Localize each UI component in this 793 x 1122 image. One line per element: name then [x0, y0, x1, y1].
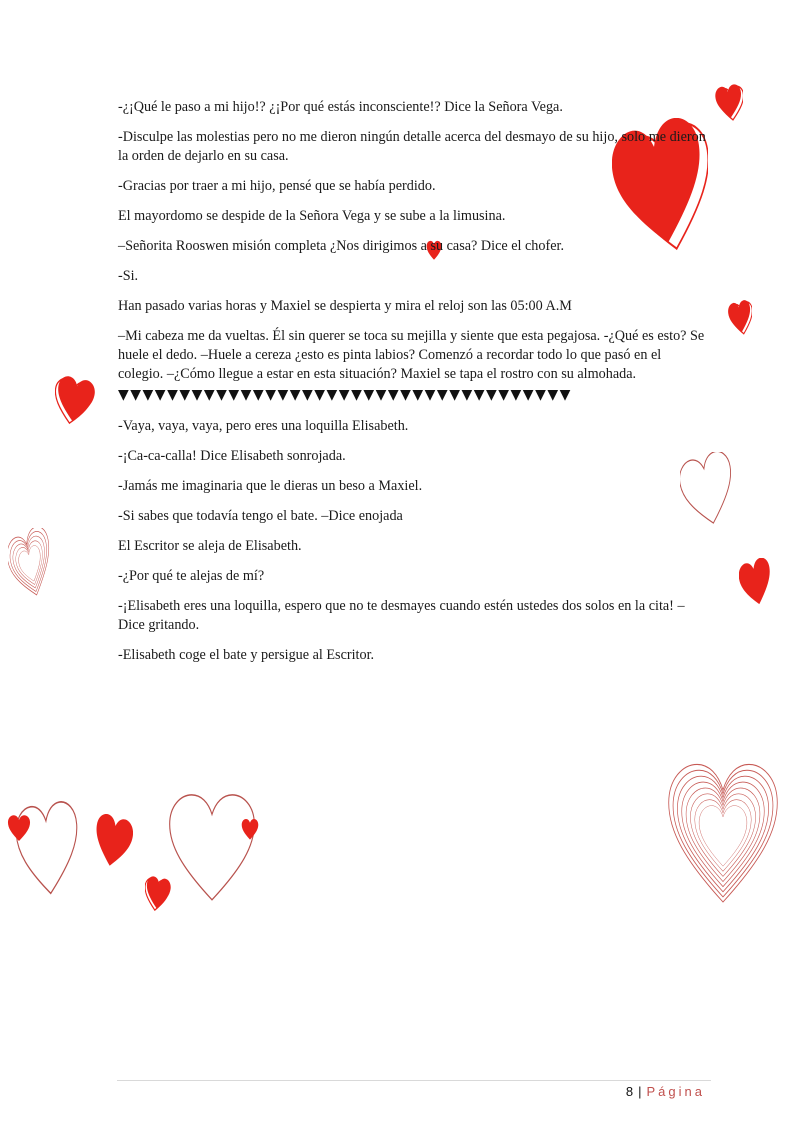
layered-heart-icon: [8, 528, 54, 604]
paragraph: -Elisabeth coge el bate y persigue al Escritor.: [118, 647, 375, 663]
paragraph: –Señorita Rooswen misión completa ¿Nos dirigimos a su casa? Dice el chofer.: [118, 238, 565, 254]
scene-separator: ▼▼▼▼▼▼▼▼▼▼▼▼▼▼▼▼▼▼▼▼▼▼▼▼▼▼▼▼▼▼▼▼▼▼▼▼▼: [118, 387, 572, 403]
red-heart-icon: [728, 300, 752, 336]
paragraph: -Si sabes que todavía tengo el bate. –Dice enojada: [118, 508, 403, 524]
footer-divider: [117, 1080, 711, 1081]
paragraph: -¡Ca-ca-calla! Dice Elisabeth sonrojada.: [118, 448, 346, 464]
page-label: Página: [646, 1084, 705, 1099]
paragraph: –Mi cabeza me da vueltas. Él sin querer se toca su mejilla y siente que esta pegajosa. -¿Qué es esto? Se huele el dedo. –Huele a cereza ¿esto es pinta labios? Comenzó a recordar todo lo que pasó en el colegio. –¿Cómo llegue a estar en esta situación? Maxiel se tapa el rostro con su almohada.: [118, 328, 705, 382]
paragraph: -Vaya, vaya, vaya, pero eres una loquilla Elisabeth.: [118, 418, 409, 434]
red-heart-icon: [145, 876, 171, 912]
footer-separator: |: [638, 1084, 642, 1099]
page-body: [118, 98, 710, 676]
red-heart-icon: [93, 814, 133, 872]
page-number: 8: [625, 1084, 634, 1099]
paragraph: -¿¡Qué le paso a mi hijo!? ¿¡Por qué estás inconsciente!? Dice la Señora Vega.: [118, 99, 563, 115]
red-heart-icon: [715, 84, 743, 122]
paragraph: El Escritor se aleja de Elisabeth.: [118, 538, 302, 554]
paragraph: -Jamás me imaginaria que le dieras un beso a Maxiel.: [118, 478, 423, 494]
layered-heart-icon: [664, 758, 782, 918]
paragraph: El mayordomo se despide de la Señora Vega y se sube a la limusina.: [118, 208, 506, 224]
outline-heart-icon: [166, 790, 258, 912]
paragraph: -Si.: [118, 268, 139, 284]
red-heart-icon: [241, 818, 259, 842]
red-heart-icon: [55, 376, 95, 426]
paragraph: -¿Por qué te alejas de mí?: [118, 568, 265, 584]
paragraph: -¡Elisabeth eres una loquilla, espero que no te desmayes cuando estén ustedes dos solos en la cita! –Dice gritando.: [118, 598, 685, 633]
page-footer: [626, 1084, 705, 1099]
paragraph: -Gracias por traer a mi hijo, pensé que se había perdido.: [118, 178, 436, 194]
paragraph: Han pasado varias horas y Maxiel se despierta y mira el reloj son las 05:00 A.M: [118, 298, 572, 314]
red-heart-icon: [7, 814, 31, 844]
red-heart-icon: [739, 558, 773, 610]
paragraph: -Disculpe las molestias pero no me dieron ningún detalle acerca del desmayo de su hijo, solo me dieron la orden de dejarlo en su casa.: [118, 129, 706, 164]
